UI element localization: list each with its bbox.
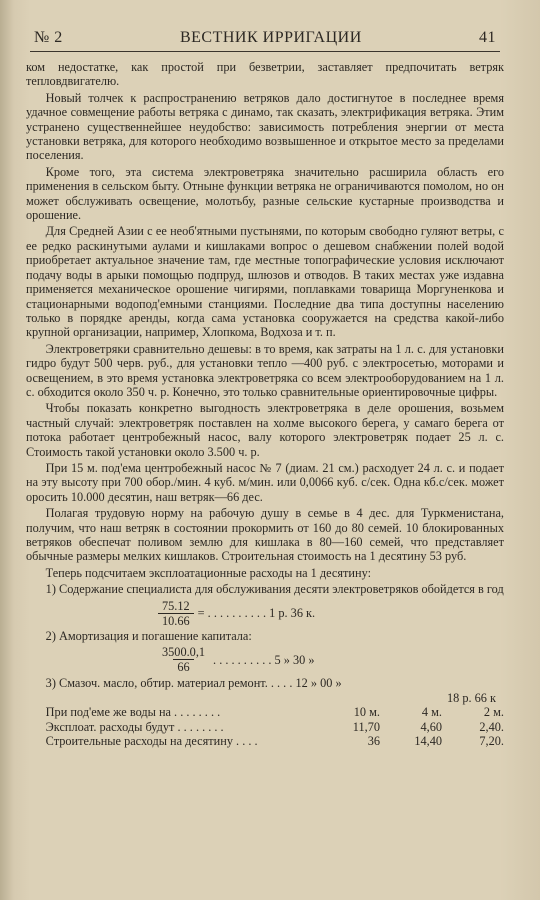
paragraph: Кроме того, эта система электроветряка значительно расширила область его применения в сельском быту. Отныне функции ветряка не ограничиваются помолом, но он может обслуживать освещение, молотьбу, разные сельские кустарные производства и орошение. [26,164,504,223]
fraction [158,599,194,629]
paragraph: Электроветряки сравнительно дешевы: в то время, как затраты на 1 л. с. для установки гидро будут 500 черв. руб., для установки тепло —400 руб. с электросетью, моторами и освещением, в это время установка электроветряка со всем электрооборудованием на 1 л. с. обходится около 350 ч. р. Конечно, это только сравнительные ориентировочные цифры. [26,341,504,399]
paragraph: 1) Содержание специалиста для обслуживания десяти электроветряков обойдется в год [45,582,504,597]
calc-line-2 [26,645,504,675]
table-cell: 2 м. [483,705,504,720]
cost-table [26,705,504,748]
paragraph: Новый толчек к распространению ветряков дало достигнутое в последнее время удачное совмещение работы ветряка с динамо, так сказать, электрификация ветряка. Этим устранено существеннейшее неудобство: зависимость потребления энергии от места установки ветряка, для которого необходимо возвышенное и открытое место за пределами поселения. [26,90,504,163]
table-row [26,705,504,719]
page-number: 41 [478,29,496,46]
fraction [158,645,209,675]
paragraph: Теперь подсчитаем эксплоатационные расходы на 1 десятину: [45,565,371,580]
table-cell: Строительные расходы на десятину . . . . [45,734,258,749]
fraction-numerator: 3500.0,1 [162,644,206,659]
journal-title: ВЕСТНИК ИРРИГАЦИИ [179,29,362,46]
fraction-denominator: 10.66 [158,613,194,628]
calc-result: = . . . . . . . . . . 1 р. 36 к. [197,606,316,621]
calc-result: . . . . . . . . . . 5 » 30 » [213,652,315,667]
fraction-denominator: 66 [173,659,193,674]
calc-item-3: 3) Смазоч. масло, обтир. материал ремонт. . . . . 12 » 00 » [45,675,342,690]
table-cell: 4 м. [421,705,442,720]
table-row [26,720,504,734]
paragraph: Чтобы показать конкретно выгодность электроветряка в деле орошения, возьмем частный случай: электроветряк поставлен на холме высокого берега, у самаго берега от потока работает центробежный насос, валу которого электроветряк подает 25 л. с. Стоимость такой установки около 3.500 ч. р. [26,401,504,459]
article-body [26,60,504,749]
fraction-numerator: 75.12 [162,598,190,613]
paragraph: Для Средней Азии с ее необ'ятными пустынями, по которым свободно гуляют ветры, с ее редко раскинутыми аулами и кишлаками вопрос о дешевом снабжении полей водой приобретает актуальное значение там, где местные топографические условия исключают подачу воды в арыки помощью подпруд, шлюзов и отводов. В таких местах уже издавна применяется механическое орошение чигирями, поплавками товарища Моргуненкова и стационарными водопод'емными станциями. Последние два типа доступны населению только в порядке аренды, когда сама установка сооружается на средства какой-либо крупной организации, например, Хлопкома, Водхоза и т. п. [26,224,504,340]
paragraph: ком недостатке, как простой при безветрии, заставляет предпочитать ветряк тепловдвигателю. [26,60,504,89]
table-cell: 2,40. [479,719,504,734]
table-cell: При под'еме же воды на . . . . . . . . [45,705,221,720]
calc-line-1 [26,599,504,629]
table-cell: 4,60 [420,719,442,734]
table-row [26,734,504,748]
calc-item-2: 2) Амортизация и погашение капитала: [45,629,252,644]
header-rule [30,51,500,52]
table-cell: 36 [367,734,380,749]
table-cell: 11,70 [352,719,380,734]
calc-total: 18 р. 66 к [446,691,496,706]
table-cell: Эксплоат. расходы будут . . . . . . . . [45,719,224,734]
paragraph: При 15 м. под'ема центробежный насос № 7 (диам. 21 см.) расходует 24 л. с. и подает на эту высоту при 700 обор./мин. 4 куб. м/мин. или 0,0066 куб. с/сек. Одна кб.с/сек. может оросить 10.000 десятин, наш ветряк—66 дес. [26,460,504,504]
table-cell: 7,20. [479,734,504,749]
issue-number: № 2 [34,29,63,46]
paragraph: Полагая трудовую норму на рабочую душу в семье в 4 дес. для Туркменистана, получим, что наш ветряк в состоянии прокормить от 160 до 80 семей. 10 блокированных ветряков обеспечат поливом землю для кишлака в 80—160 семей, что представляет обычные размеры мелких кишлаков. Строительная стоимость на 1 десятину 53 руб. [26,506,504,564]
table-cell: 10 м. [353,705,380,720]
table-cell: 14,40 [414,734,442,749]
running-header [34,26,496,50]
